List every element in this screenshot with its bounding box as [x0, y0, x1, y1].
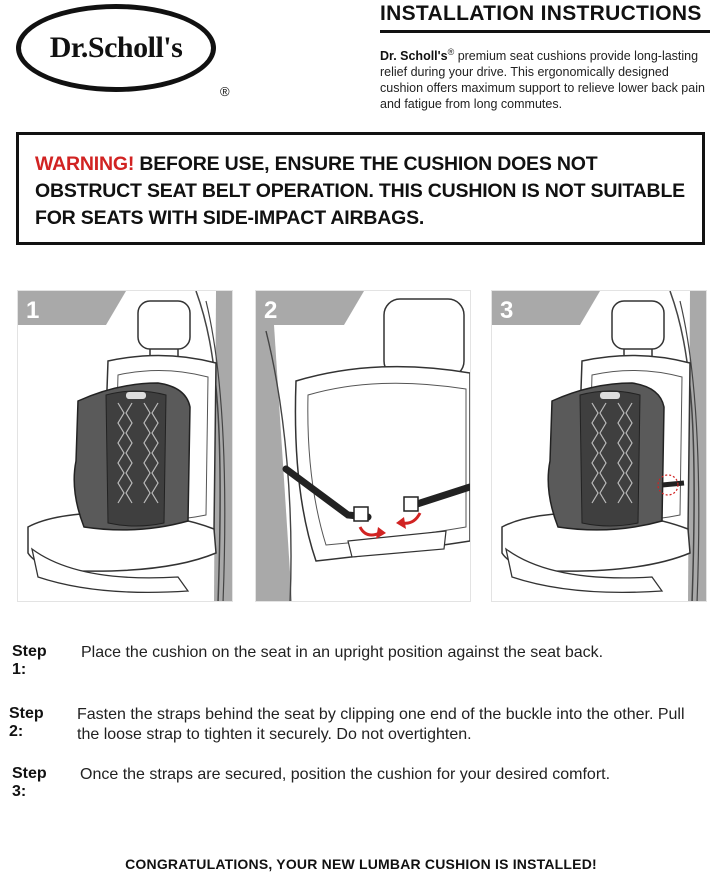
warning-box [16, 132, 705, 245]
step-2-label: Step 2: [9, 705, 44, 740]
step-3-text: Once the straps are secured, position the cushion for your desired comfort. [80, 766, 611, 783]
step-1-label: Step 1: [12, 643, 47, 678]
step-number-2: 2 [264, 297, 278, 324]
intro-paragraph [380, 44, 710, 112]
logo-oval [16, 4, 216, 92]
illustration-step-2 [255, 290, 471, 602]
strap-buckle-illustration [256, 291, 471, 602]
step-number-1: 1 [26, 297, 40, 324]
intro-text: premium seat cushions provide long-lasting relief during your drive. This ergonomically designed cushion offers maximum support to relieve lower back pain and fatigue from long commutes. [380, 49, 705, 112]
warning-text: BEFORE USE, ENSURE THE CUSHION DOES NOT OBSTRUCT SEAT BELT OPERATION. THIS CUSHION IS NOT SUITABLE FOR SEATS WITH SIDE-IMPACT AIRBAGS. [35, 153, 685, 229]
intro-brand: Dr. Scholl's [380, 49, 448, 64]
logo-text: Dr.Scholl's [49, 31, 183, 64]
seat-with-cushion-illustration [18, 291, 233, 602]
step-3-label: Step 3: [12, 765, 47, 800]
secured-cushion-illustration [492, 291, 707, 602]
step-number-3: 3 [500, 297, 514, 324]
title-underline [380, 30, 710, 33]
illustration-step-3 [491, 290, 707, 602]
intro-registered-mark: ® [447, 47, 455, 57]
brand-logo [16, 4, 230, 99]
registered-mark: ® [220, 84, 230, 99]
step-2-text: Fasten the straps behind the seat by clipping one end of the buckle into the other. Pull the loose strap to tighten it securely. Do not overtighten. [77, 706, 685, 743]
congratulations-message: CONGRATULATIONS, YOUR NEW LUMBAR CUSHION IS INSTALLED! [125, 856, 597, 872]
illustration-step-1 [17, 290, 233, 602]
step-1-text: Place the cushion on the seat in an upright position against the seat back. [81, 644, 604, 661]
warning-label: WARNING! [35, 153, 135, 175]
page-title: INSTALLATION INSTRUCTIONS [380, 2, 702, 25]
